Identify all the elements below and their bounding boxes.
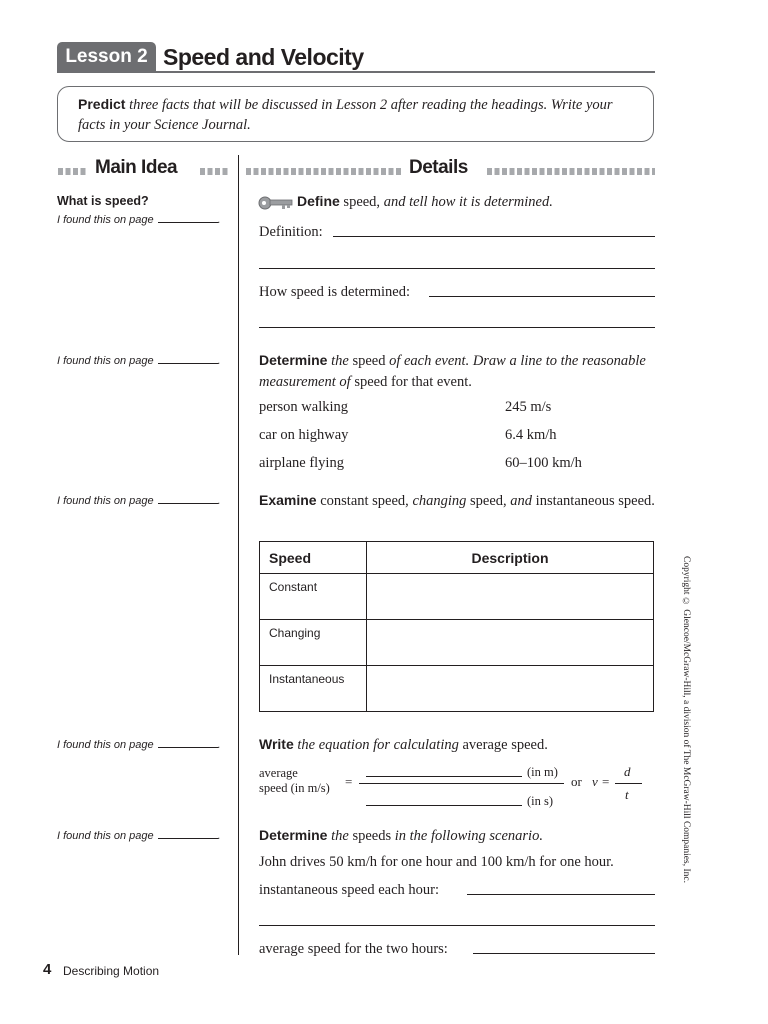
- found-on-page-3: I found this on page .: [57, 495, 221, 507]
- measurement-item: 60–100 km/h: [505, 455, 582, 471]
- predict-keyword: Predict: [78, 96, 126, 112]
- table-header-description: Description: [367, 542, 654, 574]
- row-label: Instantaneous: [269, 672, 345, 686]
- found-on-page-1: I found this on page .: [57, 214, 221, 226]
- copyright-notice: Copyright © Glencoe/McGraw-Hill, a division of The McGraw-Hill Companies, Inc.: [681, 556, 691, 883]
- found-label: I found this on page: [57, 214, 154, 226]
- predict-text: three facts that will be discussed in Lesson 2 after reading the headings. Write your facts in your Science Journal.: [78, 97, 613, 133]
- how-determined-label: How speed is determined:: [259, 284, 411, 300]
- numerator-blank[interactable]: [366, 776, 522, 777]
- table-header-speed: Speed: [260, 542, 367, 574]
- fraction-bar: [359, 783, 564, 784]
- v-symbol: v: [592, 774, 598, 789]
- measurement-item: 6.4 km/h: [505, 427, 557, 443]
- average-line[interactable]: [473, 953, 655, 954]
- description-cell[interactable]: [367, 620, 654, 666]
- page-number: 4: [43, 961, 52, 978]
- predict-instruction: [78, 94, 638, 135]
- average-label: average speed for the two hours:: [259, 941, 448, 957]
- event-item: airplane flying: [259, 455, 344, 471]
- dashes-details-right: [487, 168, 655, 175]
- denominator-unit: (in s): [527, 794, 554, 808]
- d-over-t-bar: [615, 783, 642, 784]
- measurement-item: 245 m/s: [505, 399, 552, 415]
- main-idea-header: Main Idea: [95, 157, 178, 178]
- instantaneous-line-1[interactable]: [467, 894, 655, 895]
- equation-lhs: average speed (in m/s): [259, 766, 330, 795]
- examine-keyword: Examine: [259, 492, 317, 508]
- row-label: Constant: [269, 580, 318, 594]
- question-what-is-speed: What is speed?: [57, 194, 149, 208]
- how-determined-line-1[interactable]: [429, 296, 655, 297]
- write-instruction: Write the equation for calculating average speed.: [259, 736, 548, 753]
- scenario-text: John drives 50 km/h for one hour and 100 km/h for one hour.: [259, 854, 614, 870]
- determine-keyword: Determine: [259, 827, 328, 843]
- page-blank[interactable]: [158, 494, 218, 504]
- define-instruction: Define speed, and tell how it is determined.: [297, 193, 553, 210]
- row-label: Changing: [269, 626, 321, 640]
- numerator-unit: (in m): [527, 765, 558, 779]
- table-row: [260, 620, 654, 666]
- title-rule: [57, 71, 655, 73]
- description-cell[interactable]: [367, 666, 654, 712]
- key-icon: [258, 193, 294, 213]
- determine-speeds-instruction: Determine the speeds in the following scenario.: [259, 827, 543, 844]
- determine-instruction: Determine the speed of each event. Draw a line to the reasonable measurement of speed for that event.: [259, 352, 646, 390]
- speed-table: [259, 541, 654, 712]
- chapter-title: Describing Motion: [63, 964, 160, 978]
- define-keyword: Define: [297, 193, 340, 209]
- equals-sign: =: [345, 774, 353, 789]
- write-keyword: Write: [259, 736, 294, 752]
- found-on-page-5: I found this on page .: [57, 830, 221, 842]
- denominator-blank[interactable]: [366, 805, 522, 806]
- table-row: [260, 574, 654, 620]
- page-blank[interactable]: [158, 738, 218, 748]
- definition-line-1[interactable]: [333, 236, 655, 237]
- how-determined-line-2[interactable]: [259, 327, 655, 328]
- t-symbol: t: [625, 787, 629, 802]
- found-on-page-4: I found this on page .: [57, 739, 221, 751]
- found-on-page-2: I found this on page .: [57, 355, 221, 367]
- instantaneous-line-2[interactable]: [259, 925, 655, 926]
- page-title: Speed and Velocity: [163, 44, 364, 70]
- event-item: car on highway: [259, 427, 349, 443]
- instantaneous-label: instantaneous speed each hour:: [259, 882, 439, 898]
- v-equals: =: [602, 774, 610, 789]
- definition-line-2[interactable]: [259, 268, 655, 269]
- dashes-left: [58, 168, 86, 175]
- page-blank[interactable]: [158, 213, 218, 223]
- table-row: [260, 666, 654, 712]
- d-symbol: d: [624, 764, 631, 779]
- lesson-tab: Lesson 2: [57, 42, 156, 71]
- determine-keyword: Determine: [259, 352, 328, 368]
- details-header: Details: [409, 157, 468, 178]
- page-blank[interactable]: [158, 354, 218, 364]
- description-cell[interactable]: [367, 574, 654, 620]
- or-text: or: [571, 774, 582, 789]
- dashes-details-left: [246, 168, 401, 175]
- column-divider: [238, 155, 239, 955]
- examine-instruction: Examine constant speed, changing speed, and instantaneous speed.: [259, 492, 655, 509]
- dashes-mid: [200, 168, 230, 175]
- event-item: person walking: [259, 399, 348, 415]
- page-blank[interactable]: [158, 829, 218, 839]
- definition-label: Definition:: [259, 224, 323, 240]
